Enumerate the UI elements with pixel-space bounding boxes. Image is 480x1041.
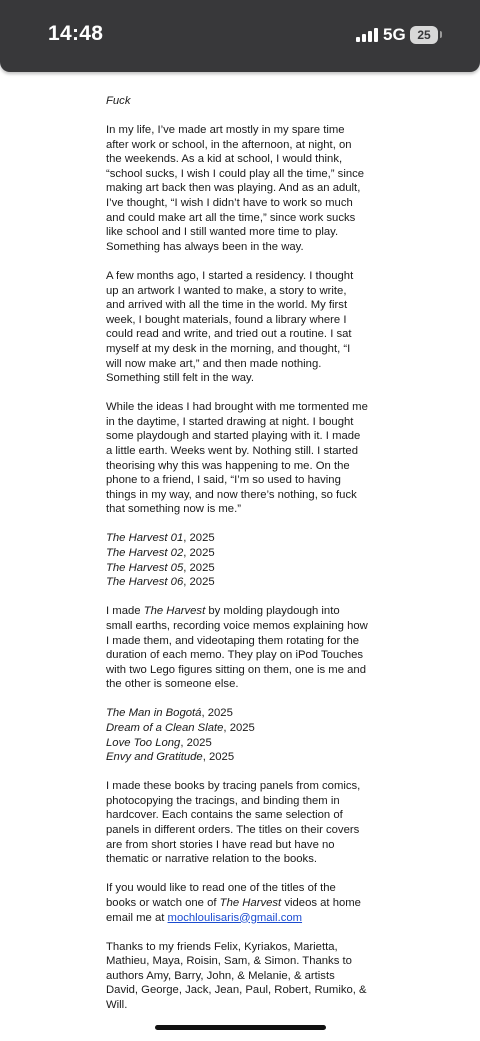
work-item: Love Too Long, 2025 (106, 736, 212, 749)
work-item: The Harvest 06, 2025 (106, 576, 215, 589)
document-body (106, 94, 368, 1027)
home-indicator[interactable] (155, 1025, 326, 1030)
paragraph-1: In my life, I’ve made art mostly in my spare time after work or school, in the afternoon, at night, on the weekends. As a kid at school, I would think, “school sucks, I wish I could play all the time,” since making art back then was playing. And as an adult, I’ve thought, “I wish I didn’t have to work so much and could make art all the time,” since work sucks like school and I still wanted more time to play. Something has always been in the way. (106, 124, 365, 253)
paragraph-7: Thanks to my friends Felix, Kyriakos, Marietta, Mathieu, Maya, Roisin, Sam, & Simon. Thanks to authors Amy, Barry, John, & Melanie, & artists David, George, Jack, Jean, Paul, Robert, Rumiko, & Will. (106, 940, 367, 1011)
network-type: 5G (383, 25, 406, 44)
email-link[interactable]: mochloulisaris@gmail.com (167, 911, 303, 924)
work-item: The Harvest 05, 2025 (106, 561, 215, 574)
status-time: 14:48 (48, 22, 104, 45)
work-item: The Harvest 02, 2025 (106, 547, 215, 560)
harvest-works-list (106, 531, 368, 589)
battery-icon (410, 26, 438, 44)
book-works-list (106, 706, 368, 764)
work-item: Dream of a Clean Slate, 2025 (106, 721, 255, 734)
paragraph-2: A few months ago, I started a residency. I thought up an artwork I wanted to make, a story to write, and arrived with all the time in the world. My first week, I bought materials, found a library where I could read and write, and tried out a routine. I sat myself at my desk in the morning, and thought, “I will now make art,” and then made nothing. Something still felt in the way. (106, 269, 354, 385)
signal-bars-icon (356, 28, 378, 42)
paragraph-4: I made The Harvest by molding playdough into small earths, recording voice memos explaining how I made them, and videotaping them rotating for the duration of each memo. They play on iPod Touches with two Lego figures sitting on them, one is me and the other is someone else. (106, 605, 368, 691)
work-item: The Harvest 01, 2025 (106, 532, 215, 545)
work-item: Envy and Gratitude, 2025 (106, 751, 235, 764)
document-title: Fuck (106, 95, 131, 107)
work-item: The Man in Bogotá, 2025 (106, 707, 233, 720)
paragraph-5: I made these books by tracing panels from comics, photocopying the tracings, and binding them in hardcover. Each contains the same selection of panels in different orders. The titles on their covers are from short stories I have read but have no thematic or narrative relation to the books. (106, 780, 361, 866)
battery-tip (440, 31, 442, 38)
paragraph-3: While the ideas I had brought with me tormented me in the daytime, I started drawing at night. I bought some playdough and started playing with it. I made a little earth. Weeks went by. Nothing still. I started theorising why this was happening to me. On the phone to a friend, I said, “I’m so used to having things in my way, and now there’s nothing, so fuck that something now is me.” (106, 401, 368, 516)
paragraph-6: If you would like to read one of the titles of the books or watch one of The Harvest videos at home email me at mochloulisaris@gmail.com (106, 882, 361, 924)
battery-level: 25 (417, 28, 431, 42)
status-bar (0, 0, 480, 72)
